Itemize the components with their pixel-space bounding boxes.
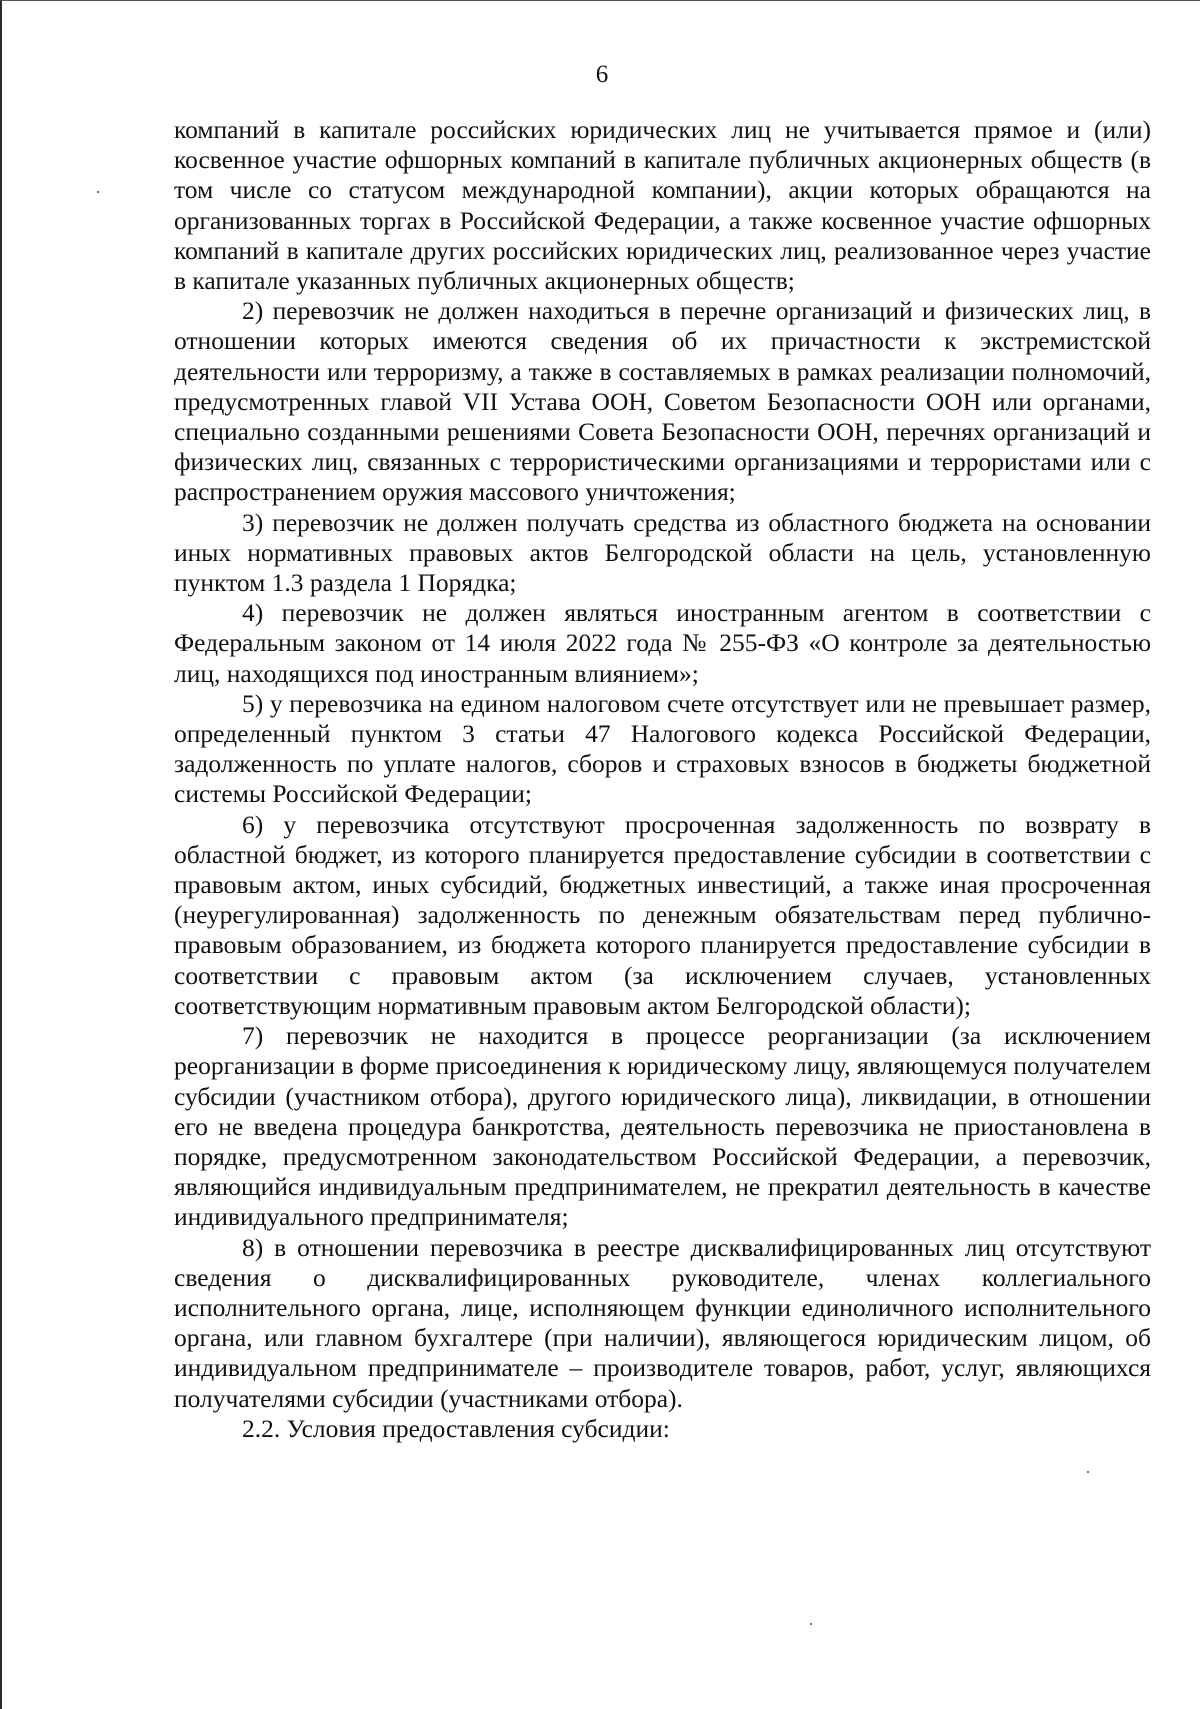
paragraph-item-6: 6) у перевозчика отсутствуют просроченная задолженность по возврату в областной бюджет, из которого планируется предоставление субсидии в соответствии с правовым актом, иных субсидий, бюджетных инвестиций, а также иная просроченная (неурегулированная) задолженность по денежным обязательствам перед публично-правовым образованием, из бюджета которого планируется предоставление субсидии в соответствии с правовым актом (за исключением случаев, установленных соответствующим нормативным правовым актом Белгородской области); <box>174 809 1151 1020</box>
scan-speck <box>810 1623 812 1625</box>
page-number: 6 <box>595 61 609 88</box>
paragraph-item-3: 3) перевозчик не должен получать средства из областного бюджета на основании иных нормативных правовых актов Белгородской области на цель, установленную пунктом 1.3 раздела 1 Порядка; <box>174 507 1151 598</box>
paragraph-item-7: 7) перевозчик не находится в процессе реорганизации (за исключением реорганизации в форме присоединения к юридическому лицу, являющемуся получателем субсидии (участником отбора), другого юридического лица), ликвидации, в отношении его не введена процедура банкротства, деятельность перевозчика не приостановлена в порядке, предусмотренном законодательством Российской Федерации, а перевозчик, являющийся индивидуальным предпринимателем, не прекратил деятельность в качестве индивидуального предпринимателя; <box>174 1021 1151 1232</box>
paragraph-continuation: компаний в капитале российских юридических лиц не учитывается прямое и (или) косвенное участие офшорных компаний в капитале публичных акционерных обществ (в том числе со статусом международной компании), акции которых обращаются на организованных торгах в Российской Федерации, а также косвенное участие офшорных компаний в капитале других российских юридических лиц, реализованное через участие в капитале указанных публичных акционерных обществ; <box>174 115 1151 296</box>
paragraph-item-2: 2) перевозчик не должен находиться в перечне организаций и физических лиц, в отношении которых имеются сведения об их причастности к экстремистской деятельности или терроризму, а также в составляемых в рамках реализации полномочий, предусмотренных главой VII Устава ООН, Советом Безопасности ООН или органами, специально созданными решениями Совета Безопасности ООН, перечнях организаций и физических лиц, связанных с террористическими организациями и террористами или с распространением оружия массового уничтожения; <box>174 296 1151 507</box>
scan-speck <box>97 191 99 193</box>
document-body <box>174 115 1151 1444</box>
paragraph-item-4: 4) перевозчик не должен являться иностранным агентом в соответствии с Федеральным законом от 14 июля 2022 года № 255-ФЗ «О контроле за деятельностью лиц, находящихся под иностранным влиянием»; <box>174 598 1151 688</box>
paragraph-item-8: 8) в отношении перевозчика в реестре дисквалифицированных лиц отсутствуют сведения о дисквалифицированных руководителе, членах коллегиального исполнительного органа, лице, исполняющем функции единоличного исполнительного органа, или главном бухгалтере (при наличии), являющегося юридическим лицом, об индивидуальном предпринимателе – производителе товаров, работ, услуг, являющихся получателями субсидии (участниками отбора). <box>174 1232 1151 1413</box>
paragraph-item-5: 5) у перевозчика на едином налоговом счете отсутствует или не превышает размер, определенный пунктом 3 статьи 47 Налогового кодекса Российской Федерации, задолженность по уплате налогов, сборов и страховых взносов в бюджеты бюджетной системы Российской Федерации; <box>174 688 1151 809</box>
scan-speck <box>1087 1471 1089 1473</box>
section-heading-2-2: 2.2. Условия предоставления субсидии: <box>242 1413 670 1443</box>
